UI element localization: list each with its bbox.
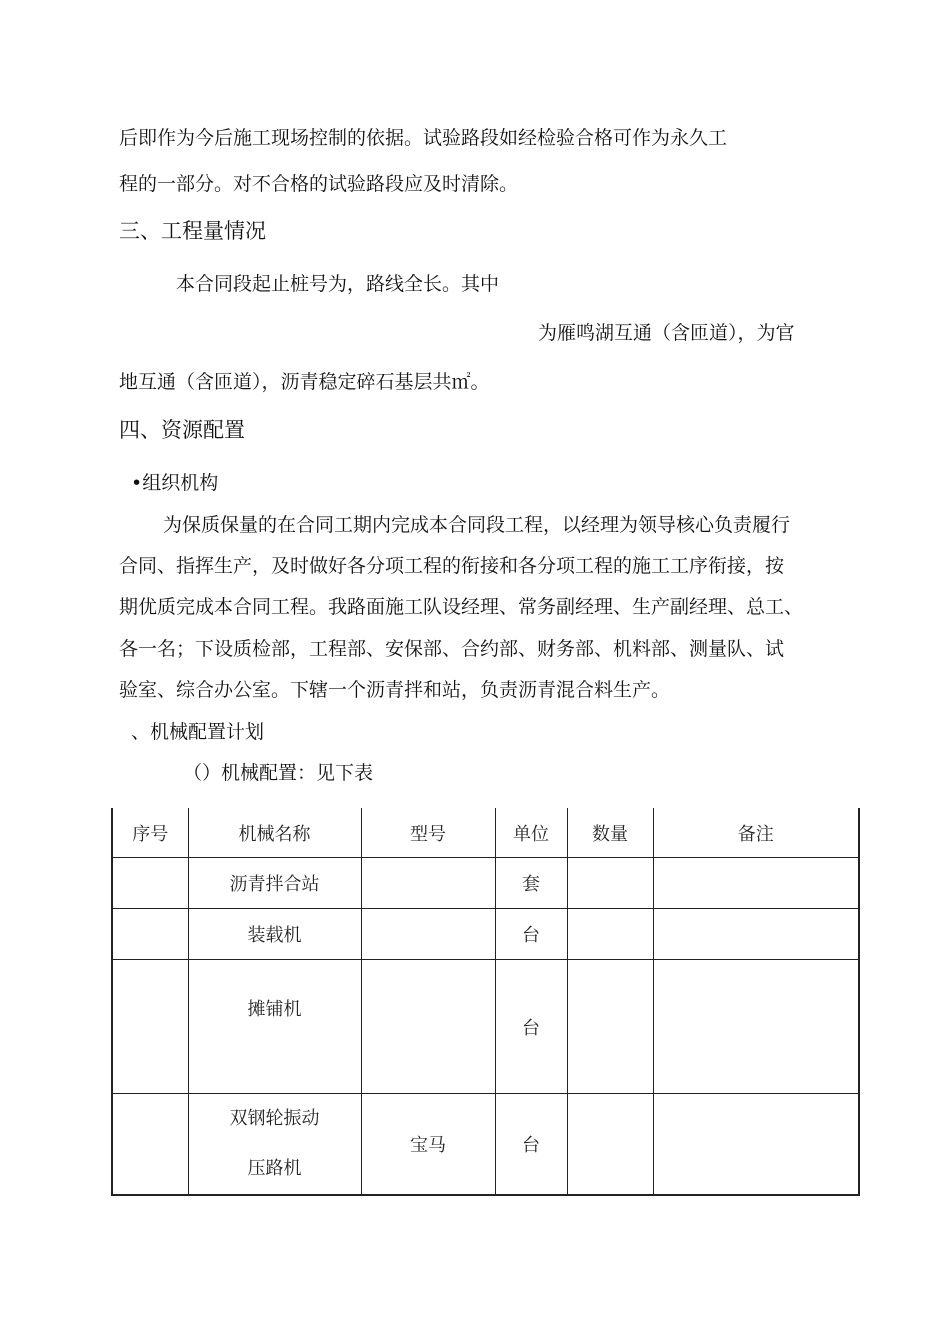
header-no: 序号 (112, 808, 188, 858)
table-row (112, 960, 859, 1094)
cell-no (112, 909, 188, 960)
cell-name: 摊铺机 (188, 960, 361, 1094)
table-row (112, 1094, 859, 1196)
cell-name-line1: 双钢轮振动 (229, 1108, 320, 1129)
section-heading: 三、工程量情况 (119, 219, 266, 243)
subheading: •组织机构 (131, 472, 219, 494)
header-remark: 备注 (653, 808, 859, 858)
cell-unit: 台 (495, 909, 567, 960)
cell-unit: 台 (495, 1094, 567, 1196)
cell-qty (567, 1094, 653, 1196)
paragraph-line: 期优质完成本合同工程。我路面施工队设经理、常务副经理、生产副经理、总工、 (119, 596, 804, 618)
cell-qty (567, 858, 653, 909)
paragraph-line: 地互通（含匝道），沥青稳定碎石基层共㎡。 (119, 371, 490, 393)
paragraph-line: 后即作为今后施工现场控制的依据。试验路段如经检验合格可作为永久工 (119, 127, 728, 149)
header-model: 型号 (361, 808, 495, 858)
cell-qty (567, 909, 653, 960)
cell-name-line2: 压路机 (247, 1158, 302, 1179)
header-unit: 单位 (495, 808, 567, 858)
header-name: 机械名称 (188, 808, 361, 858)
paragraph-line: 合同、指挥生产，及时做好各分项工程的衔接和各分项工程的施工工序衔接，按 (119, 555, 785, 577)
cell-name (188, 1094, 361, 1196)
header-qty: 数量 (567, 808, 653, 858)
cell-no (112, 960, 188, 1094)
cell-model (361, 858, 495, 909)
cell-remark (653, 858, 859, 909)
table-header-row (112, 808, 859, 858)
cell-remark (653, 909, 859, 960)
paragraph-line: 程的一部分。对不合格的试验路段应及时清除。 (119, 173, 519, 195)
subheading: （）机械配置：见下表 (183, 762, 374, 784)
cell-model: 宝马 (361, 1094, 495, 1196)
cell-unit: 台 (495, 960, 567, 1094)
cell-no (112, 858, 188, 909)
paragraph-line: 为保质保量的在合同工期内完成本合同段工程，以经理为领导核心负责履行 (163, 514, 791, 536)
cell-model (361, 909, 495, 960)
cell-qty (567, 960, 653, 1094)
table-row (112, 909, 859, 960)
table-row (112, 858, 859, 909)
paragraph-line: 各一名；下设质检部，工程部、安保部、合约部、财务部、机料部、测量队、试 (119, 638, 785, 660)
cell-remark (653, 960, 859, 1094)
paragraph-line: 本合同段起止桩号为，路线全长。其中 (176, 273, 500, 295)
section-heading: 四、资源配置 (119, 418, 245, 442)
subheading: 、机械配置计划 (131, 721, 265, 743)
cell-name: 装载机 (188, 909, 361, 960)
machine-table (111, 808, 860, 1196)
cell-name: 沥青拌合站 (188, 858, 361, 909)
paragraph-line: 验室、综合办公室。下辖一个沥青拌和站，负责沥青混合料生产。 (119, 679, 671, 701)
cell-remark (653, 1094, 859, 1196)
cell-unit: 套 (495, 858, 567, 909)
cell-model (361, 960, 495, 1094)
paragraph-line: 为雁鸣湖互通（含匝道），为官 (538, 322, 795, 344)
cell-no (112, 1094, 188, 1196)
